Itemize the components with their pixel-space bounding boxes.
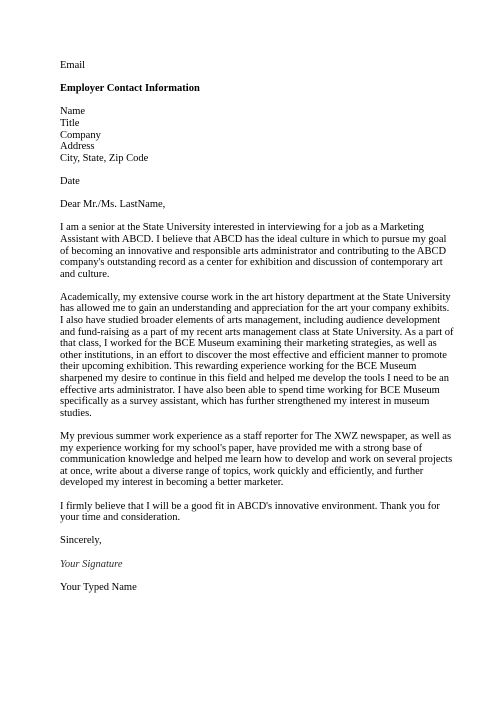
- text-line: their upcoming exhibition. This rewarding experience working for the BCE Museum: [60, 361, 417, 373]
- text-line: your time and consideration.: [60, 512, 181, 524]
- paragraph-intro: [60, 222, 464, 280]
- employer-contact-heading: Employer Contact Information: [60, 83, 200, 95]
- employer-address: Address: [60, 141, 95, 153]
- signature: Your Signature: [60, 558, 123, 570]
- closing: Sincerely,: [60, 535, 102, 547]
- employer-company: Company: [60, 129, 101, 141]
- text-line: Assistant with ABCD. I believe that ABCD has the ideal culture in which to pursue my goal: [60, 233, 447, 245]
- text-line: other institutions, in an effort to discover the most effective and efficient manner to promote: [60, 349, 447, 361]
- text-line: I firmly believe that I will be a good fit in ABCD's innovative environment. Thank you for: [60, 500, 440, 512]
- text-line: and fund-raising as a part of my recent arts management class at State University. As a part of: [60, 326, 454, 338]
- text-line: Academically, my extensive course work in the art history department at the State University: [60, 291, 451, 303]
- text-line: at once, write about a diverse range of topics, work quickly and efficiently, and further: [60, 465, 424, 477]
- text-line: that class, I worked for the BCE Museum examining their marketing strategies, as well as: [60, 338, 437, 350]
- cover-letter: [60, 60, 464, 593]
- text-line: sharpened my desire to continue in this field and helped me develop the tools I need to be an: [60, 373, 449, 385]
- text-line: and culture.: [60, 268, 110, 280]
- paragraph-academic: [60, 292, 464, 420]
- text-line: communication knowledge and helped me learn how to develop and work on several projects: [60, 454, 453, 466]
- letter-date: Date: [60, 175, 80, 187]
- paragraph-experience: [60, 431, 464, 489]
- typed-name: Your Typed Name: [60, 581, 137, 593]
- text-line: My previous summer work experience as a staff reporter for The XWZ newspaper, as well as: [60, 431, 452, 442]
- employer-name: Name: [60, 106, 86, 118]
- paragraph-closing: [60, 501, 464, 524]
- text-line: studies.: [60, 407, 92, 419]
- employer-title: Title: [60, 117, 80, 129]
- text-line: company's outstanding record as a center for exhibition and discussion of contemporary art: [60, 257, 443, 269]
- text-line: effective arts administrator. I have also been able to spend time working for BCE Museum: [60, 384, 440, 396]
- text-line: my experience working for my school's paper, have provided me with a strong base of: [60, 442, 423, 454]
- text-line: developed my interest in becoming a better marketer.: [60, 477, 284, 489]
- sender-email: Email: [60, 60, 86, 71]
- text-line: has allowed me to gain an understanding and appreciation for the art your company exhibits.: [60, 303, 450, 315]
- text-line: I also have studied broader elements of arts management, including audience development: [60, 315, 441, 327]
- employer-address-block: [60, 106, 464, 164]
- salutation: Dear Mr./Ms. LastName,: [60, 199, 166, 211]
- text-line: of becoming an innovative and responsible arts administrator and contributing to the ABCD: [60, 245, 447, 257]
- employer-city-state-zip: City, State, Zip Code: [60, 152, 149, 164]
- text-line: I am a senior at the State University interested in interviewing for a job as a Marketing: [60, 222, 424, 234]
- text-line: specifically as a survey assistant, which has further strengthened my interest in museum: [60, 396, 430, 408]
